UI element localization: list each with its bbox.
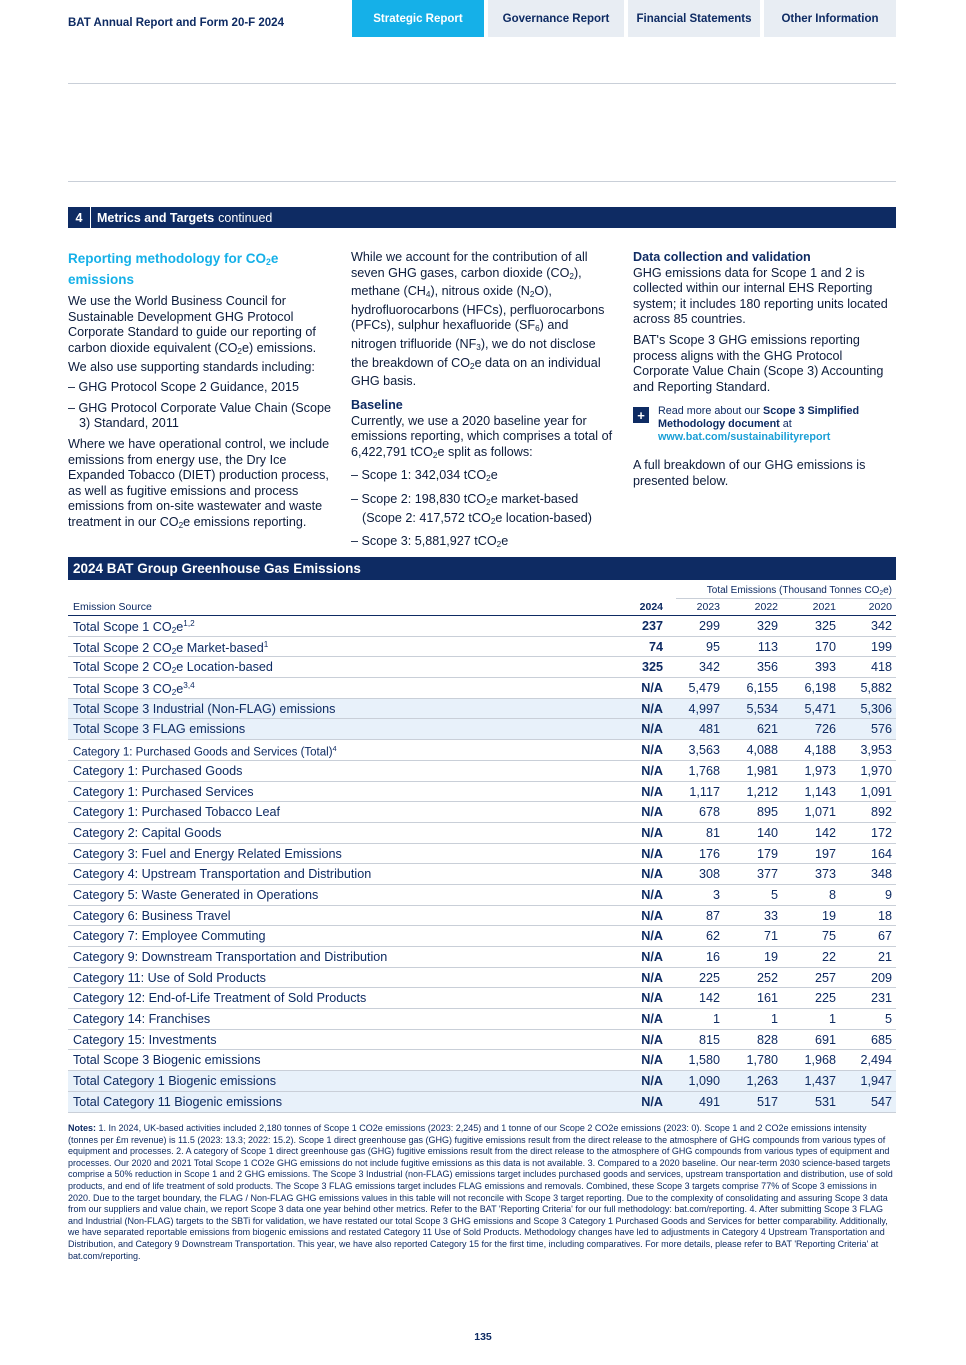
value-2020: 199 <box>870 639 892 654</box>
table-row <box>68 719 896 740</box>
value-2024: N/A <box>641 805 663 820</box>
emission-source-label: Total Scope 2 $CO_2e$ Location-based <box>73 660 273 676</box>
table-row <box>68 968 896 989</box>
value-2021: 225 <box>814 991 836 1006</box>
list-item: – GHG Protocol Scope 2 Guidance, 2015 <box>68 380 300 395</box>
value-2023: 3,563 <box>688 743 720 758</box>
section-number: 4 <box>68 207 91 228</box>
footnote-ref: 1 <box>263 639 269 649</box>
value-2023: 81 <box>705 825 720 840</box>
value-2020: 5,306 <box>860 701 892 716</box>
value-2021: 373 <box>814 867 836 882</box>
value-2022: 113 <box>757 639 778 654</box>
emission-source-label: Category 2: Capital Goods <box>73 825 222 840</box>
list-item: – Scope 3: 5,881,927 tCO$_2$e <box>351 534 509 550</box>
value-2022: 252 <box>756 970 778 985</box>
value-2023: 678 <box>698 805 720 820</box>
table-title: 2024 BAT Group Greenhouse Gas Emissions <box>68 557 896 580</box>
list-item: – Scope 2: 198,830 tCO$_2$e market-based (Scope 2: 417,572 tCO$_2$e location-based) <box>351 492 593 526</box>
value-2021: 1,437 <box>804 1074 836 1089</box>
year-header-2021: 2021 <box>812 601 836 613</box>
table-row <box>68 782 896 803</box>
value-2021: 726 <box>814 722 836 737</box>
value-2021: 531 <box>814 1094 836 1109</box>
value-2023: 95 <box>705 639 720 654</box>
value-2020: 576 <box>870 722 892 737</box>
year-header-2020: 2020 <box>868 601 892 613</box>
emission-source-header: Emission Source <box>73 601 152 613</box>
value-2020: 9 <box>884 887 892 902</box>
value-2020: 1,947 <box>860 1074 892 1089</box>
section-title-suffix: continued <box>218 210 273 225</box>
value-2023: 4,997 <box>688 701 720 716</box>
value-2024: N/A <box>641 929 663 944</box>
value-2020: 2,494 <box>860 1053 892 1068</box>
table-column-headers <box>68 599 896 616</box>
value-2023: 1,580 <box>688 1053 720 1068</box>
value-2021: 1 <box>828 1012 836 1027</box>
sustainability-report-link[interactable]: www.bat.com/sustainabilityreport <box>658 431 831 444</box>
value-2023: 1,117 <box>689 784 720 799</box>
value-2020: 67 <box>877 929 892 944</box>
value-2024: N/A <box>641 970 663 985</box>
value-2023: 1 <box>712 1012 720 1027</box>
value-2023: 142 <box>698 991 720 1006</box>
list-item: – Scope 1: 342,034 tCO$_2$e <box>351 468 498 484</box>
page-number: 135 <box>474 1331 492 1343</box>
value-2024: N/A <box>641 1032 663 1047</box>
value-2020: 18 <box>877 908 892 923</box>
value-2024: N/A <box>641 991 663 1006</box>
table-row <box>68 1009 896 1030</box>
baseline-heading: Baseline <box>351 397 403 412</box>
emission-source-label: Category 11: Use of Sold Products <box>73 970 266 985</box>
footnote-ref: 3,4 <box>183 681 195 691</box>
value-2020: 547 <box>870 1094 892 1109</box>
value-2020: 164 <box>870 846 892 861</box>
emission-source-label: Category 12: End-of-Life Treatment of Sold Products <box>73 991 367 1006</box>
emission-source-label: Total Category 11 Biogenic emissions <box>73 1094 283 1109</box>
list-item-text: Scope 3: 5,881,927 tCO$_2$e <box>361 534 509 550</box>
value-2024: N/A <box>641 701 663 716</box>
value-2022: 71 <box>763 929 778 944</box>
table-row <box>68 657 896 678</box>
value-2023: 1,090 <box>688 1074 720 1089</box>
value-2020: 5 <box>884 1012 892 1027</box>
value-2024: N/A <box>641 722 663 737</box>
section-title <box>91 211 272 225</box>
value-2024: N/A <box>641 784 663 799</box>
value-2021: 1,071 <box>804 805 836 820</box>
value-2022: 517 <box>756 1094 778 1109</box>
value-2024: N/A <box>641 763 663 778</box>
notes-label: Notes: <box>68 1123 97 1133</box>
table-row <box>68 926 896 947</box>
table-row <box>68 740 896 761</box>
value-2024: N/A <box>641 867 663 882</box>
value-2020: 21 <box>877 950 892 964</box>
value-2021: 4,188 <box>804 743 836 758</box>
table-row <box>68 1071 896 1092</box>
value-2023: 3 <box>712 887 720 902</box>
emission-source-label: Category 5: Waste Generated in Operations <box>73 887 319 902</box>
baseline-paragraph: Currently, we use a 2020 baseline year for emissions reporting, which comprises a total of 6,422,791 tCO$_2$e split as follows: <box>351 413 613 460</box>
divider <box>68 181 896 182</box>
table-row <box>68 1092 896 1113</box>
table-row <box>68 1030 896 1051</box>
value-2020: 3,953 <box>860 743 892 758</box>
table-row <box>68 947 896 968</box>
list-item-text: Scope 2: 198,830 tCO$_2$e market-based (Scope 2: 417,572 tCO$_2$e location-based) <box>361 492 593 526</box>
value-2024: 237 <box>641 619 663 633</box>
table-row <box>68 864 896 885</box>
section-tabs <box>352 0 900 37</box>
emission-source-label: Category 1: Purchased Goods and Services (Total)$^4$ <box>73 744 337 759</box>
methodology-paragraph: We use the World Business Council for Sustainable Development GHG Protocol Corporate Standard to guide our reporting of carbon dioxide equivalent $(CO_2e)$ emissions. We also use supporting standards including: <box>68 294 317 374</box>
tab-financial-statements[interactable]: Financial Statements <box>628 0 760 37</box>
footnote-ref: 4 <box>332 744 337 754</box>
emission-source-label: Total Scope 3 Biogenic emissions <box>73 1053 261 1068</box>
emission-source-label: Category 6: Business Travel <box>73 908 231 923</box>
value-2022: 1,981 <box>746 763 778 778</box>
value-2024: N/A <box>641 681 663 696</box>
read-more-document[interactable]: Scope 3 Simplified Methodology document <box>658 405 860 431</box>
table-body <box>68 616 896 1113</box>
value-2022: 1 <box>770 1012 778 1027</box>
data-collection-heading: Data collection and validation <box>633 250 811 264</box>
emission-source-label: Total Scope 3 Industrial (Non-FLAG) emissions <box>73 701 336 716</box>
emission-source-label: Total Scope 2 $CO_2e$ Market-based$^1$ <box>73 639 269 656</box>
tab-other-information[interactable]: Other Information <box>764 0 896 37</box>
column-baseline <box>351 250 613 558</box>
value-2021: 1,973 <box>804 763 836 778</box>
table-row <box>68 885 896 906</box>
value-2024: 325 <box>641 660 663 675</box>
data-collection-paragraph: GHG emissions data for Scope 1 and 2 is collected within our internal EHS Reporting system; it includes 180 reporting units located across 85 countries. <box>633 265 888 327</box>
value-2023: 491 <box>698 1094 720 1109</box>
column-methodology <box>68 250 332 539</box>
value-2022: 828 <box>756 1032 778 1047</box>
value-2022: 895 <box>756 805 778 820</box>
value-2023: 176 <box>698 846 720 861</box>
table-units-row <box>68 582 896 599</box>
section-header <box>68 207 896 228</box>
table-row <box>68 844 896 865</box>
emission-source-label: Category 3: Fuel and Energy Related Emissions <box>73 846 342 861</box>
read-more-callout[interactable] <box>633 405 896 444</box>
value-2022: 377 <box>756 867 778 882</box>
value-2023: 87 <box>705 908 720 923</box>
value-2023: 16 <box>705 950 720 964</box>
read-more-prefix: Read more about our <box>658 405 761 418</box>
value-2022: 356 <box>756 660 778 675</box>
value-2022: 5 <box>770 887 778 902</box>
value-2023: 308 <box>698 867 720 882</box>
methodology-paragraph: Where we have operational control, we include emissions from energy use, the Dry Ice Expanded Tobacco (DIET) production process, as well as fugitive emissions and process emissions from on-site wastewater and waste treatment in our $CO_2e$ emissions reporting. <box>68 436 330 530</box>
table-row <box>68 823 896 844</box>
emission-source-label: Category 15: Investments <box>73 1032 217 1047</box>
value-2024: N/A <box>641 950 663 964</box>
emission-source-label: Total Category 1 Biogenic emissions <box>73 1074 276 1089</box>
value-2023: 342 <box>698 660 720 675</box>
value-2021: 22 <box>821 950 836 964</box>
value-2021: 170 <box>814 639 836 654</box>
column-data-collection <box>633 250 896 495</box>
data-collection-paragraph: BAT's Scope 3 GHG emissions reporting process aligns with the GHG Protocol Corporate Value Chain (Scope 3) Accounting and Reporting Standard. <box>633 332 884 394</box>
emission-source-label: Total Scope 3 $CO_2e^{3,4}$ <box>73 681 195 698</box>
emission-source-label: Total Scope 3 FLAG emissions <box>73 722 246 737</box>
value-2020: 418 <box>870 660 892 675</box>
value-2022: 621 <box>756 722 778 737</box>
table-units: Total Emissions (Thousand Tonnes $CO_2e$) <box>706 585 892 597</box>
footnote-ref: 1,2 <box>183 619 195 628</box>
read-more-text <box>658 405 896 444</box>
value-2020: 348 <box>870 867 892 882</box>
value-2023: 815 <box>698 1032 720 1047</box>
emission-source-label: Category 1: Purchased Goods <box>73 763 243 778</box>
value-2023: 481 <box>698 722 720 737</box>
table-row <box>68 1050 896 1071</box>
table-row <box>68 988 896 1009</box>
value-2021: 197 <box>814 846 836 861</box>
value-2022: 179 <box>756 846 778 861</box>
value-2021: 257 <box>814 970 836 985</box>
value-2022: 33 <box>763 908 778 923</box>
value-2023: 225 <box>698 970 720 985</box>
value-2024: 74 <box>648 639 663 654</box>
value-2022: 140 <box>756 825 778 840</box>
value-2020: 1,091 <box>860 784 892 799</box>
list-item-text: Scope 1: 342,034 tCO$_2$e <box>361 468 498 484</box>
year-header-2022: 2022 <box>754 601 778 613</box>
value-2021: 1,968 <box>804 1053 836 1068</box>
read-more-at: at <box>782 418 792 431</box>
value-2021: 8 <box>828 887 836 902</box>
year-header-2023: 2023 <box>696 601 720 613</box>
emission-source-label: Total Scope 1 $CO_2e^{1,2}$ <box>73 619 195 635</box>
value-2024: N/A <box>641 1074 663 1089</box>
value-2020: 209 <box>870 970 892 985</box>
table-row <box>68 761 896 782</box>
emission-source-label: Category 4: Upstream Transportation and Distribution <box>73 867 372 882</box>
value-2020: 5,882 <box>860 681 892 696</box>
list-item: – GHG Protocol Corporate Value Chain (Scope 3) Standard, 2011 <box>68 400 331 431</box>
plus-icon: + <box>633 407 649 423</box>
tab-strategic-report[interactable]: Strategic Report <box>352 0 484 37</box>
value-2021: 1,143 <box>804 784 836 799</box>
value-2023: 5,479 <box>688 681 720 696</box>
section-title-text: Metrics and Targets <box>97 210 215 225</box>
value-2024: N/A <box>641 743 663 758</box>
value-2022: 19 <box>763 950 778 964</box>
value-2023: 62 <box>705 929 720 944</box>
value-2024: N/A <box>641 1053 663 1068</box>
value-2022: 1,780 <box>746 1053 778 1068</box>
value-2021: 75 <box>821 929 836 944</box>
breakdown-paragraph: A full breakdown of our GHG emissions is presented below. <box>633 458 866 488</box>
table-row <box>68 802 896 823</box>
emission-source-label: Category 1: Purchased Tobacco Leaf <box>73 805 280 820</box>
gases-paragraph: While we account for the contribution of all seven GHG gases, carbon dioxide $(CO_2)$, methane $(CH_4)$, nitrous oxide $(N_2O)$, hydrofluorocarbons (HFCs), perfluorocarbons (PFCs), sulphur hexafluoride $(SF_6)$ and nitrogen trifluoride $(NF_3)$, we do not disclose the breakdown of $CO_2e$ data on an individual GHG basis. <box>351 250 605 389</box>
table-row <box>68 906 896 927</box>
report-title: BAT Annual Report and Form 20-F 2024 <box>68 17 284 29</box>
value-2020: 892 <box>870 805 892 820</box>
value-2020: 172 <box>870 825 892 840</box>
value-2021: 19 <box>821 908 836 923</box>
value-2020: 685 <box>870 1032 892 1047</box>
list-item-text: GHG Protocol Scope 2 Guidance, 2015 <box>78 380 300 395</box>
value-2022: 4,088 <box>746 743 778 758</box>
emission-source-label: Category 9: Downstream Transportation and Distribution <box>73 950 388 964</box>
table-row <box>68 637 896 658</box>
table-row <box>68 616 896 637</box>
value-2021: 691 <box>814 1032 836 1047</box>
value-2023: 1,768 <box>688 763 720 778</box>
value-2022: 161 <box>756 991 778 1006</box>
table-row <box>68 678 896 699</box>
divider <box>68 83 896 84</box>
value-2021: 5,471 <box>804 701 836 716</box>
value-2024: N/A <box>641 887 663 902</box>
value-2020: 231 <box>870 991 892 1006</box>
table-notes <box>68 1123 898 1262</box>
notes-text: 1. In 2024, UK-based activities included 2,180 tonnes of Scope 1 CO2e emissions (2023: 2,245) and 1 tonne of our Scope 2 CO2e emissions (2023: 0). Scope 1 and 2 CO2e emissions intensity (tonnes per £m revenue) is 11.5 (2023: 13.3; 2022: 15.2). Scope 1 direct greenhouse gas (GHG) fugitive emissions result from the direct release to the atmosphere of GHG compounds from various types of equipment and processes. 2. A category of Scope 1 direct greenhouse gas (GHG) fugitive emissions result from the direct release to the atmosphere of GHG compounds from various types of equipment and processes. Our 2020 and 2021 Total Scope 1 CO2e GHG emissions do not include fugitive emissions as this data is not available. 3. Compared to a 2020 baseline. Our near-term 2030 science-based targets comprise a 50% reduction in Scope 1 and 2 GHG emissions. The Scope 3 Industrial (non-FLAG) emissions target includes purchased goods and services, upstream transportation and distribution, use of sold products, and end of life treatment of sold products. The Scope 3 FLAG emissions target includes FLAG emissions and removals. Combined, these Scope 3 targets comprise 77% of Scope 3 emissions in 2020. Due to the target boundary, the FLAG / Non-FLAG GHG emissions values in this table will not reconcile with Scope 3 target reporting. Due to the complexity of consolidating and assuring Scope 3 data from our suppliers and value chain, we report Scope 3 data one year behind other metrics. Refer to the BAT 'Reporting Criteria' for our full methodology: bat.com/reporting. 4. After submitting Scope 3 FLAG and Industrial (Non-FLAG) targets to the SBTi for validation, we have restated our total Scope 3 GHG emissions and Scope 3 Category 1 Purchased Goods and Services for better comparability. Additionally, we have separated reportable emissions from biogenic emissions and restated Category 11 Use of Sold Products. Methodology changes have led to adjustments in Category 4 Upstream Transportation and Distribution, and Category 9 Downstream Transportation. This year, we have also reported Category 15 for the first time, including comparatives. For more details, please refer to BAT 'Reporting Criteria' at bat.com/reporting. <box>68 1123 893 1261</box>
methodology-heading: Reporting methodology for $CO_2e$ emissions <box>68 251 279 288</box>
value-2021: 142 <box>814 825 836 840</box>
value-2024: N/A <box>641 1094 663 1109</box>
table-row <box>68 699 896 720</box>
emission-source-label: Category 14: Franchises <box>73 1012 211 1027</box>
emission-source-label: Category 7: Employee Commuting <box>73 929 266 944</box>
value-2024: N/A <box>641 1012 663 1027</box>
value-2022: 1,212 <box>746 784 778 799</box>
tab-governance-report[interactable]: Governance Report <box>488 0 624 37</box>
emission-source-label: Category 1: Purchased Services <box>73 784 254 799</box>
value-2021: 325 <box>814 619 836 633</box>
value-2020: 1,970 <box>860 763 892 778</box>
value-2021: 393 <box>814 660 836 675</box>
value-2022: 1,263 <box>746 1074 778 1089</box>
value-2023: 299 <box>698 619 720 633</box>
value-2022: 5,534 <box>746 701 778 716</box>
value-2024: N/A <box>641 825 663 840</box>
value-2021: 6,198 <box>804 681 836 696</box>
value-2024: N/A <box>641 908 663 923</box>
value-2022: 329 <box>756 619 778 633</box>
value-2020: 342 <box>870 619 892 633</box>
value-2024: N/A <box>641 846 663 861</box>
list-item-text: GHG Protocol Corporate Value Chain (Scope 3) Standard, 2011 <box>78 400 331 431</box>
value-2022: 6,155 <box>746 681 778 696</box>
year-header-2024: 2024 <box>639 601 663 613</box>
